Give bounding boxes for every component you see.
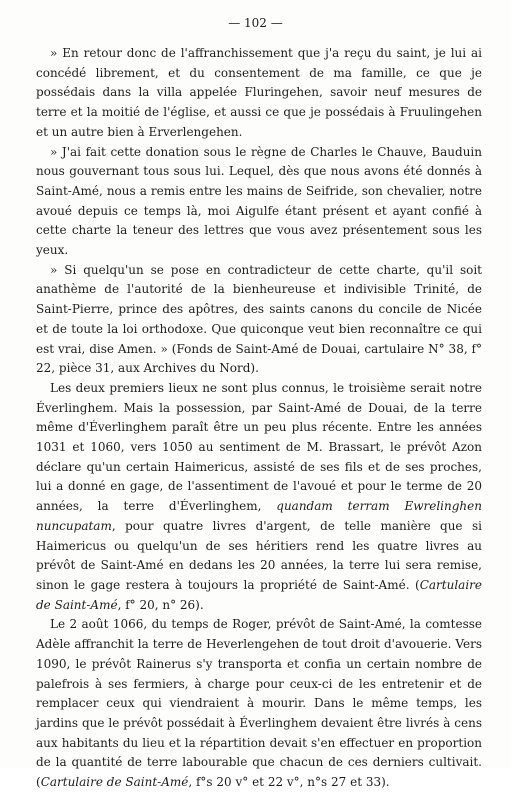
page-number: — 102 — <box>228 16 283 30</box>
paragraph <box>36 44 482 143</box>
paragraph <box>36 261 482 379</box>
paragraph <box>36 379 482 615</box>
text-run: Les deux premiers lieux ne sont plus connus, le troisième serait notre Éverlinghem. Mais la possession, par Saint-Amé de Douai, de la terre même d'Éverlinghem paraît être un peu plus récente. Entre les années 1031 et 1060, vers 1050 au sentiment de M. Brassart, le prévôt Azon déclare qu'un certain Haimericus, assisté de ses fils et de ses proches, lui a donné en gage, de l'assentiment de l'avoué et pour le terme de 20 années, la terre d'Éverlinghem, <box>36 380 482 514</box>
text-run: , f°s 20 v° et 22 v°, n°s 27 et 33). <box>188 775 390 790</box>
text-run: » J'ai fait cette donation sous le règne de Charles le Chauve, Bauduin nous gouvernant tous sous lui. Lequel, dès que nous avons été donnés à Saint-Amé, nous a remis entre les mains de Seifride, son chevalier, notre avoué depuis ce temps là, moi Aigulfe étant présent et ayant confié à cette charte la teneur des lettres que vous avez présentement sous les yeux. <box>36 144 482 258</box>
text-run: , pour quatre livres d'argent, de telle manière que si Haimericus ou quelqu'un de ses héritiers rend les quatre livres au prévôt de Saint-Amé en dedans les 20 années, la terre lui sera remise, sinon le gage restera à toujours la propriété de Saint-Amé. ( <box>36 518 482 592</box>
text-run: , f° 20, n° 26). <box>117 597 204 612</box>
paragraph <box>36 143 482 261</box>
latin-quote: quandam terram Ewrelinghen nuncupatam <box>36 499 482 533</box>
body-text <box>36 44 482 793</box>
text-run: Le 2 août 1066, du temps de Roger, prévôt de Saint-Amé, la comtesse Adèle affranchit la terre de Heverlengehen de tout droit d'avouerie. Vers 1090, le prévôt Rainerus s'y transporta et confia un certain nombre de palefrois à ses fermiers, à charge pour ceux-ci de les entretenir et de remplacer ceux qui viendraient à mourir. Dans le même temps, les jardins que le prévôt possédait à Éverlinghem devaient être livrés à cens aux habitants du lieu et la répartition devait s'en effectuer en proportion de la quantité de terre labourable que chacun de ces derniers cultivait. ( <box>36 617 482 790</box>
source-title: Cartulaire de Saint-Amé <box>36 577 482 612</box>
text-run: » Si quelqu'un se pose en contradicteur de cette charte, qu'il soit anathème de l'autorité de la bienheureuse et indivisible Trinité, de Saint-Pierre, prince des apôtres, des saints canons du concile de Nicée et de toute la loi orthodoxe. Que quiconque veut bien reconnaître ce qui est vrai, dise Amen. » (Fonds de Saint-Amé de Douai, cartulaire N° 38, f° 22, pièce 31, aux Archives du Nord). <box>36 262 482 376</box>
text-run: » En retour donc de l'affranchissement que j'a reçu du saint, je lui ai concédé librement, et du consentement de ma famille, ce que je possédais dans la villa appelée Fluringehen, savoir neuf mesures de terre et la moitié de l'église, et aussi ce que je possédais à Fruulingehen et un autre bien à Erverlengehen. <box>36 46 482 139</box>
paragraph <box>36 615 482 792</box>
source-title: Cartulaire de Saint-Amé <box>40 775 189 790</box>
